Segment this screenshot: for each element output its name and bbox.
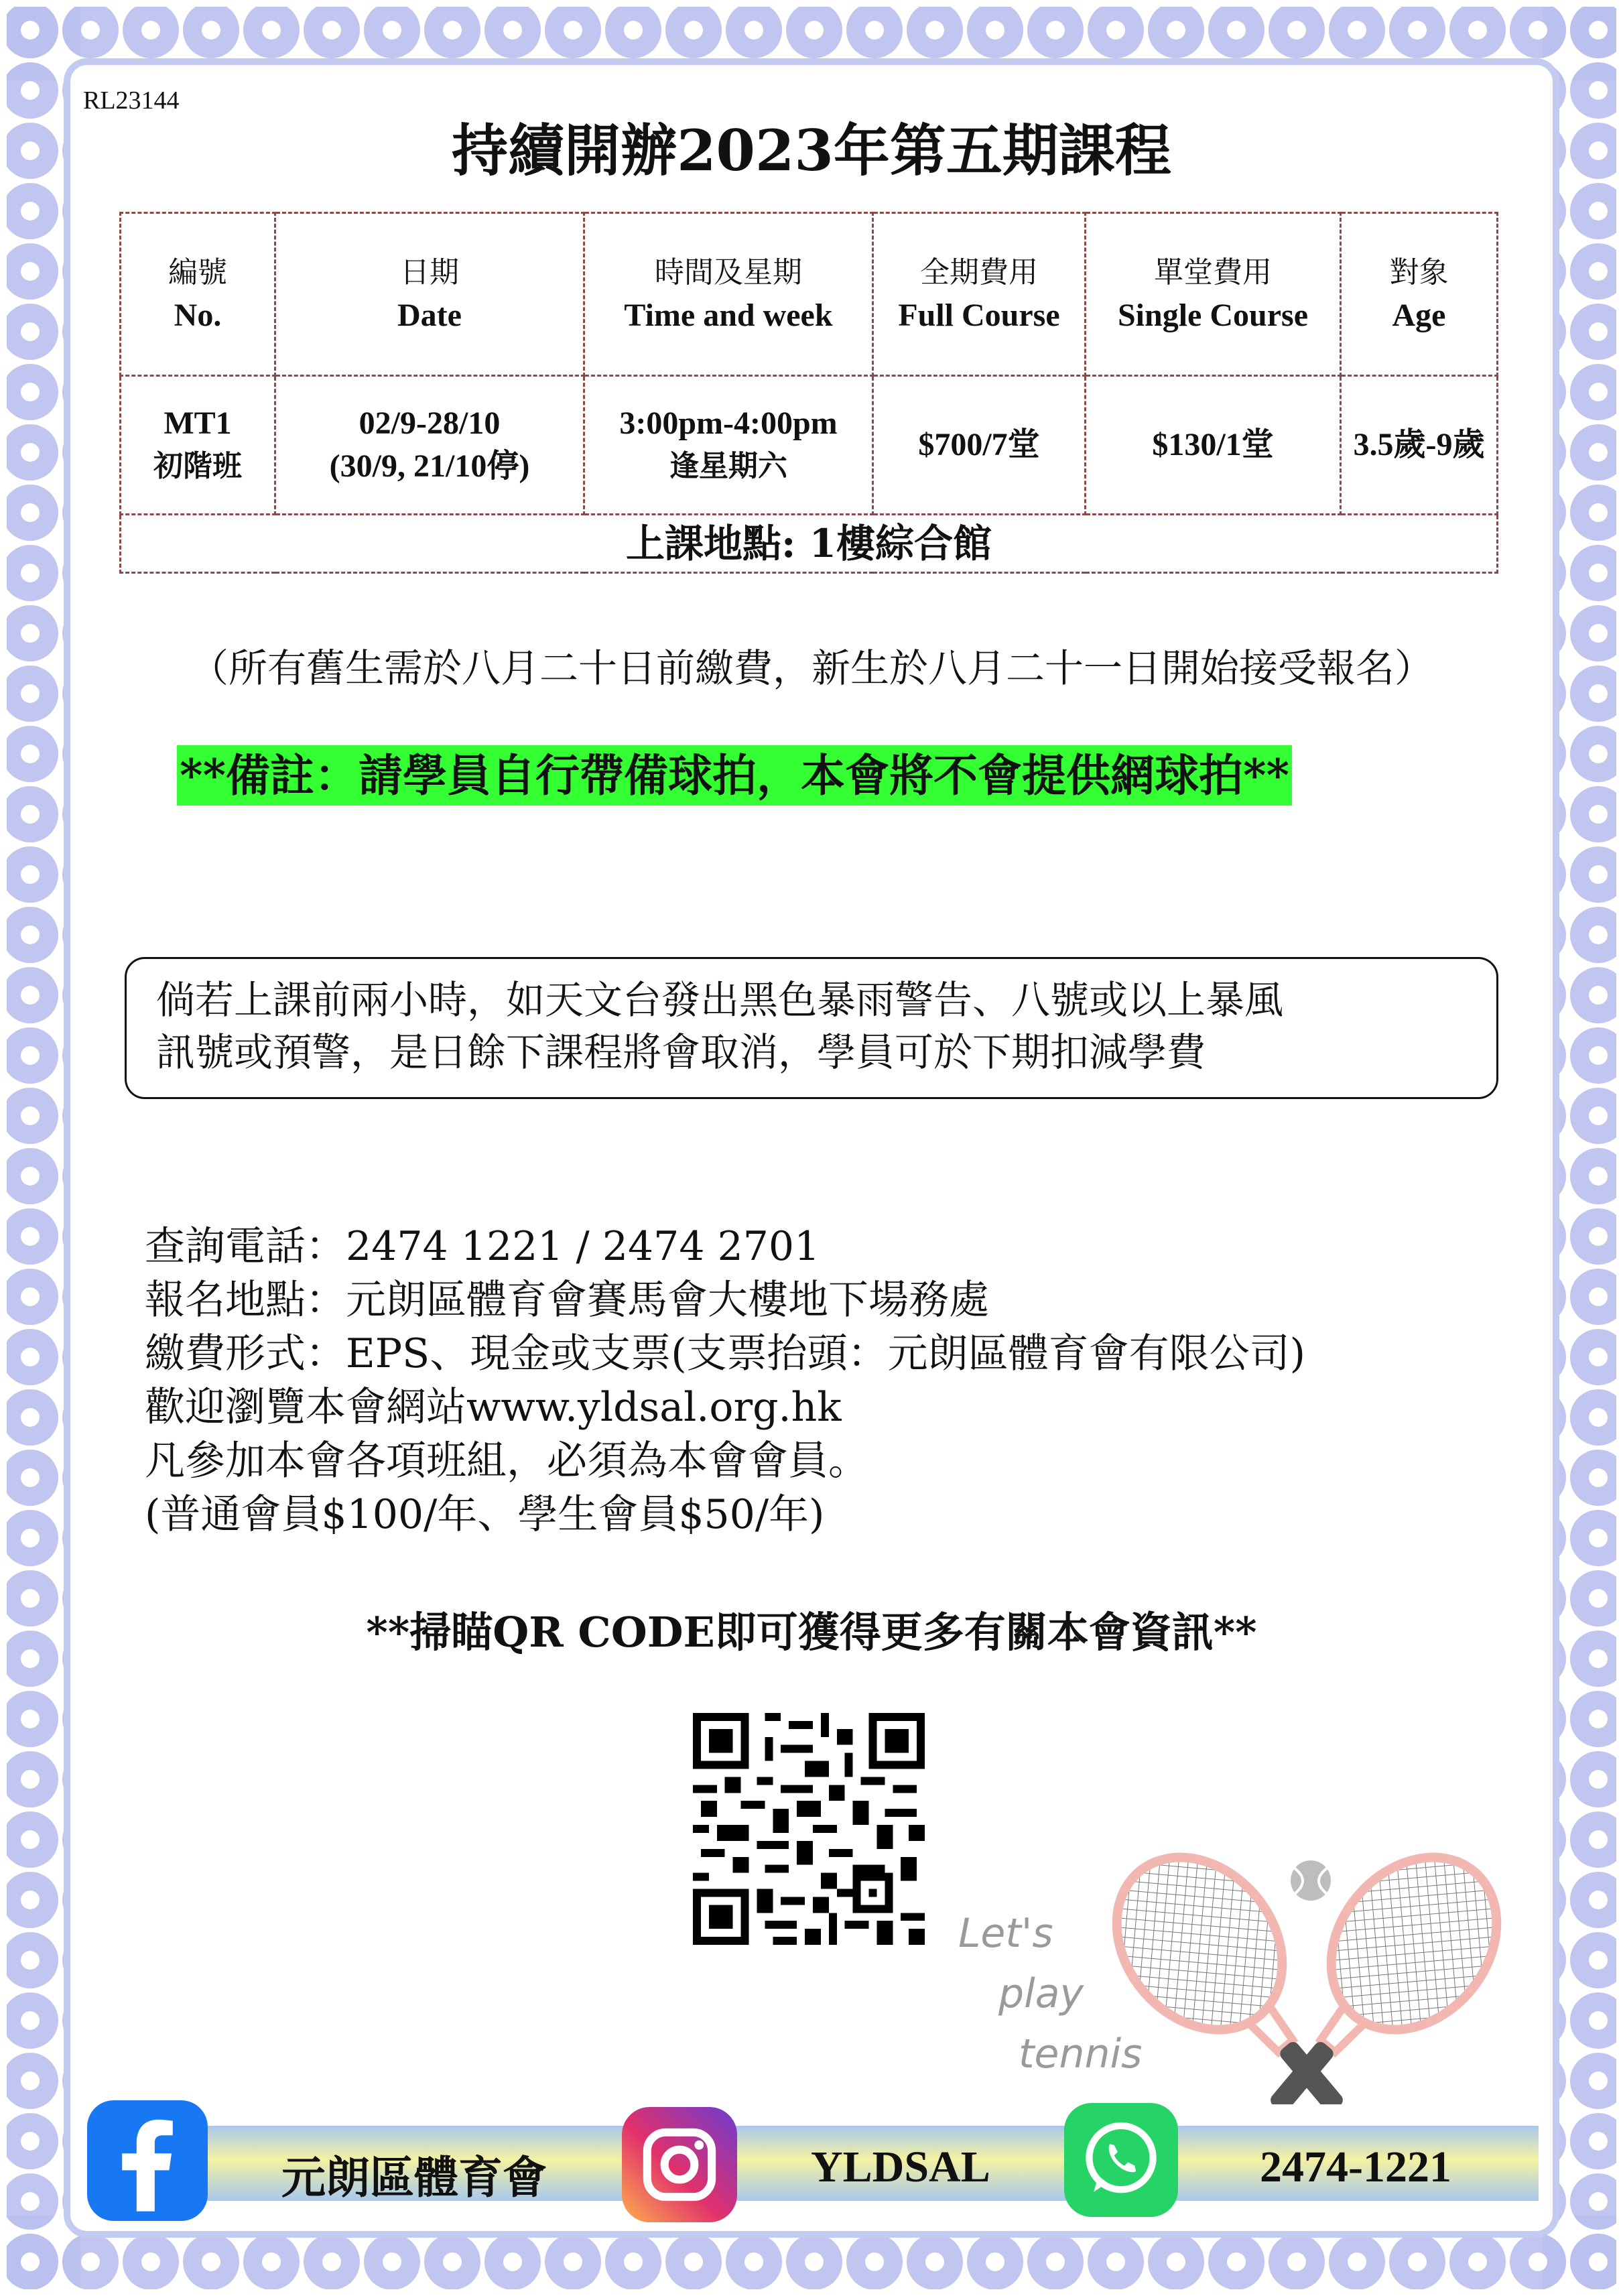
header-time: 時間及星期 Time and week bbox=[584, 213, 873, 376]
contact-location: 報名地點：元朗區體育會賽馬會大樓地下場務處 bbox=[145, 1277, 989, 1324]
cell-time: 3:00pm-4:00pm 逢星期六 bbox=[584, 376, 873, 515]
tennis-art-text: Let's bbox=[958, 1910, 1053, 1957]
cell-code: MT1 初階班 bbox=[121, 376, 275, 515]
venue-cell: 上課地點: 1樓綜合館 bbox=[121, 515, 1498, 573]
facebook-icon[interactable] bbox=[87, 2100, 208, 2221]
qr-caption: **掃瞄QR CODE即可獲得更多有關本會資訊** bbox=[366, 1608, 1257, 1657]
course-table bbox=[119, 212, 1498, 574]
cell-age: 3.5歲-9歲 bbox=[1341, 376, 1498, 515]
whatsapp-number: 2474-1221 bbox=[1260, 2143, 1451, 2191]
contact-website: 歡迎瀏覽本會網站www.yldsal.org.hk bbox=[145, 1384, 842, 1431]
contact-membership: 凡參加本會各項班組，必須為本會會員。 bbox=[145, 1438, 868, 1484]
whatsapp-icon[interactable] bbox=[1064, 2103, 1178, 2217]
header-date: 日期 Date bbox=[275, 213, 584, 376]
fee-note: （所有舊生需於八月二十日前繳費，新生於八月二十一日開始接受報名） bbox=[189, 645, 1433, 691]
header-full-fee: 全期費用 Full Course bbox=[873, 213, 1086, 376]
cell-single-fee: $130/1堂 bbox=[1086, 376, 1341, 515]
weather-notice-line: 倘若上課前兩小時，如天文台發出黑色暴雨警告、八號或以上暴風 bbox=[156, 977, 1284, 1023]
tennis-ball-icon bbox=[1291, 1860, 1331, 1901]
instagram-name: YLDSAL bbox=[811, 2143, 990, 2191]
tennis-art-text: tennis bbox=[1019, 2031, 1143, 2078]
facebook-name: 元朗區體育會 bbox=[281, 2154, 547, 2203]
contact-info bbox=[145, 1220, 1305, 1541]
contact-membership-fees: (普通會員$100/年、學生會員$50/年) bbox=[145, 1491, 825, 1538]
contact-phone: 查詢電話：2474 1221 / 2474 2701 bbox=[145, 1223, 820, 1270]
cell-full-fee: $700/7堂 bbox=[873, 376, 1086, 515]
tennis-art-text: play bbox=[998, 1970, 1084, 2017]
qr-code[interactable] bbox=[693, 1713, 925, 1945]
cell-date: 02/9-28/10 (30/9, 21/10停) bbox=[275, 376, 584, 515]
header-age: 對象 Age bbox=[1341, 213, 1498, 376]
contact-payment: 繳費形式：EPS、現金或支票(支票抬頭：元朗區體育會有限公司) bbox=[145, 1330, 1306, 1377]
header-single-fee: 單堂費用 Single Course bbox=[1086, 213, 1341, 376]
weather-notice-box bbox=[125, 957, 1498, 1099]
weather-notice-line: 訊號或預警，是日餘下課程將會取消，學員可於下期扣減學費 bbox=[156, 1029, 1206, 1075]
instagram-icon[interactable] bbox=[622, 2107, 737, 2222]
tennis-racket-icon bbox=[1099, 1850, 1528, 2104]
table-header-row bbox=[121, 213, 1498, 376]
table-row bbox=[121, 376, 1498, 515]
document-code: RL23144 bbox=[83, 86, 180, 115]
remark-highlight: **備註：請學員自行帶備球拍，本會將不會提供網球拍** bbox=[177, 745, 1292, 806]
page-title: 持續開辦2023年第五期課程 bbox=[452, 117, 1171, 184]
table-venue-row bbox=[121, 515, 1498, 573]
header-no: 編號 No. bbox=[121, 213, 275, 376]
